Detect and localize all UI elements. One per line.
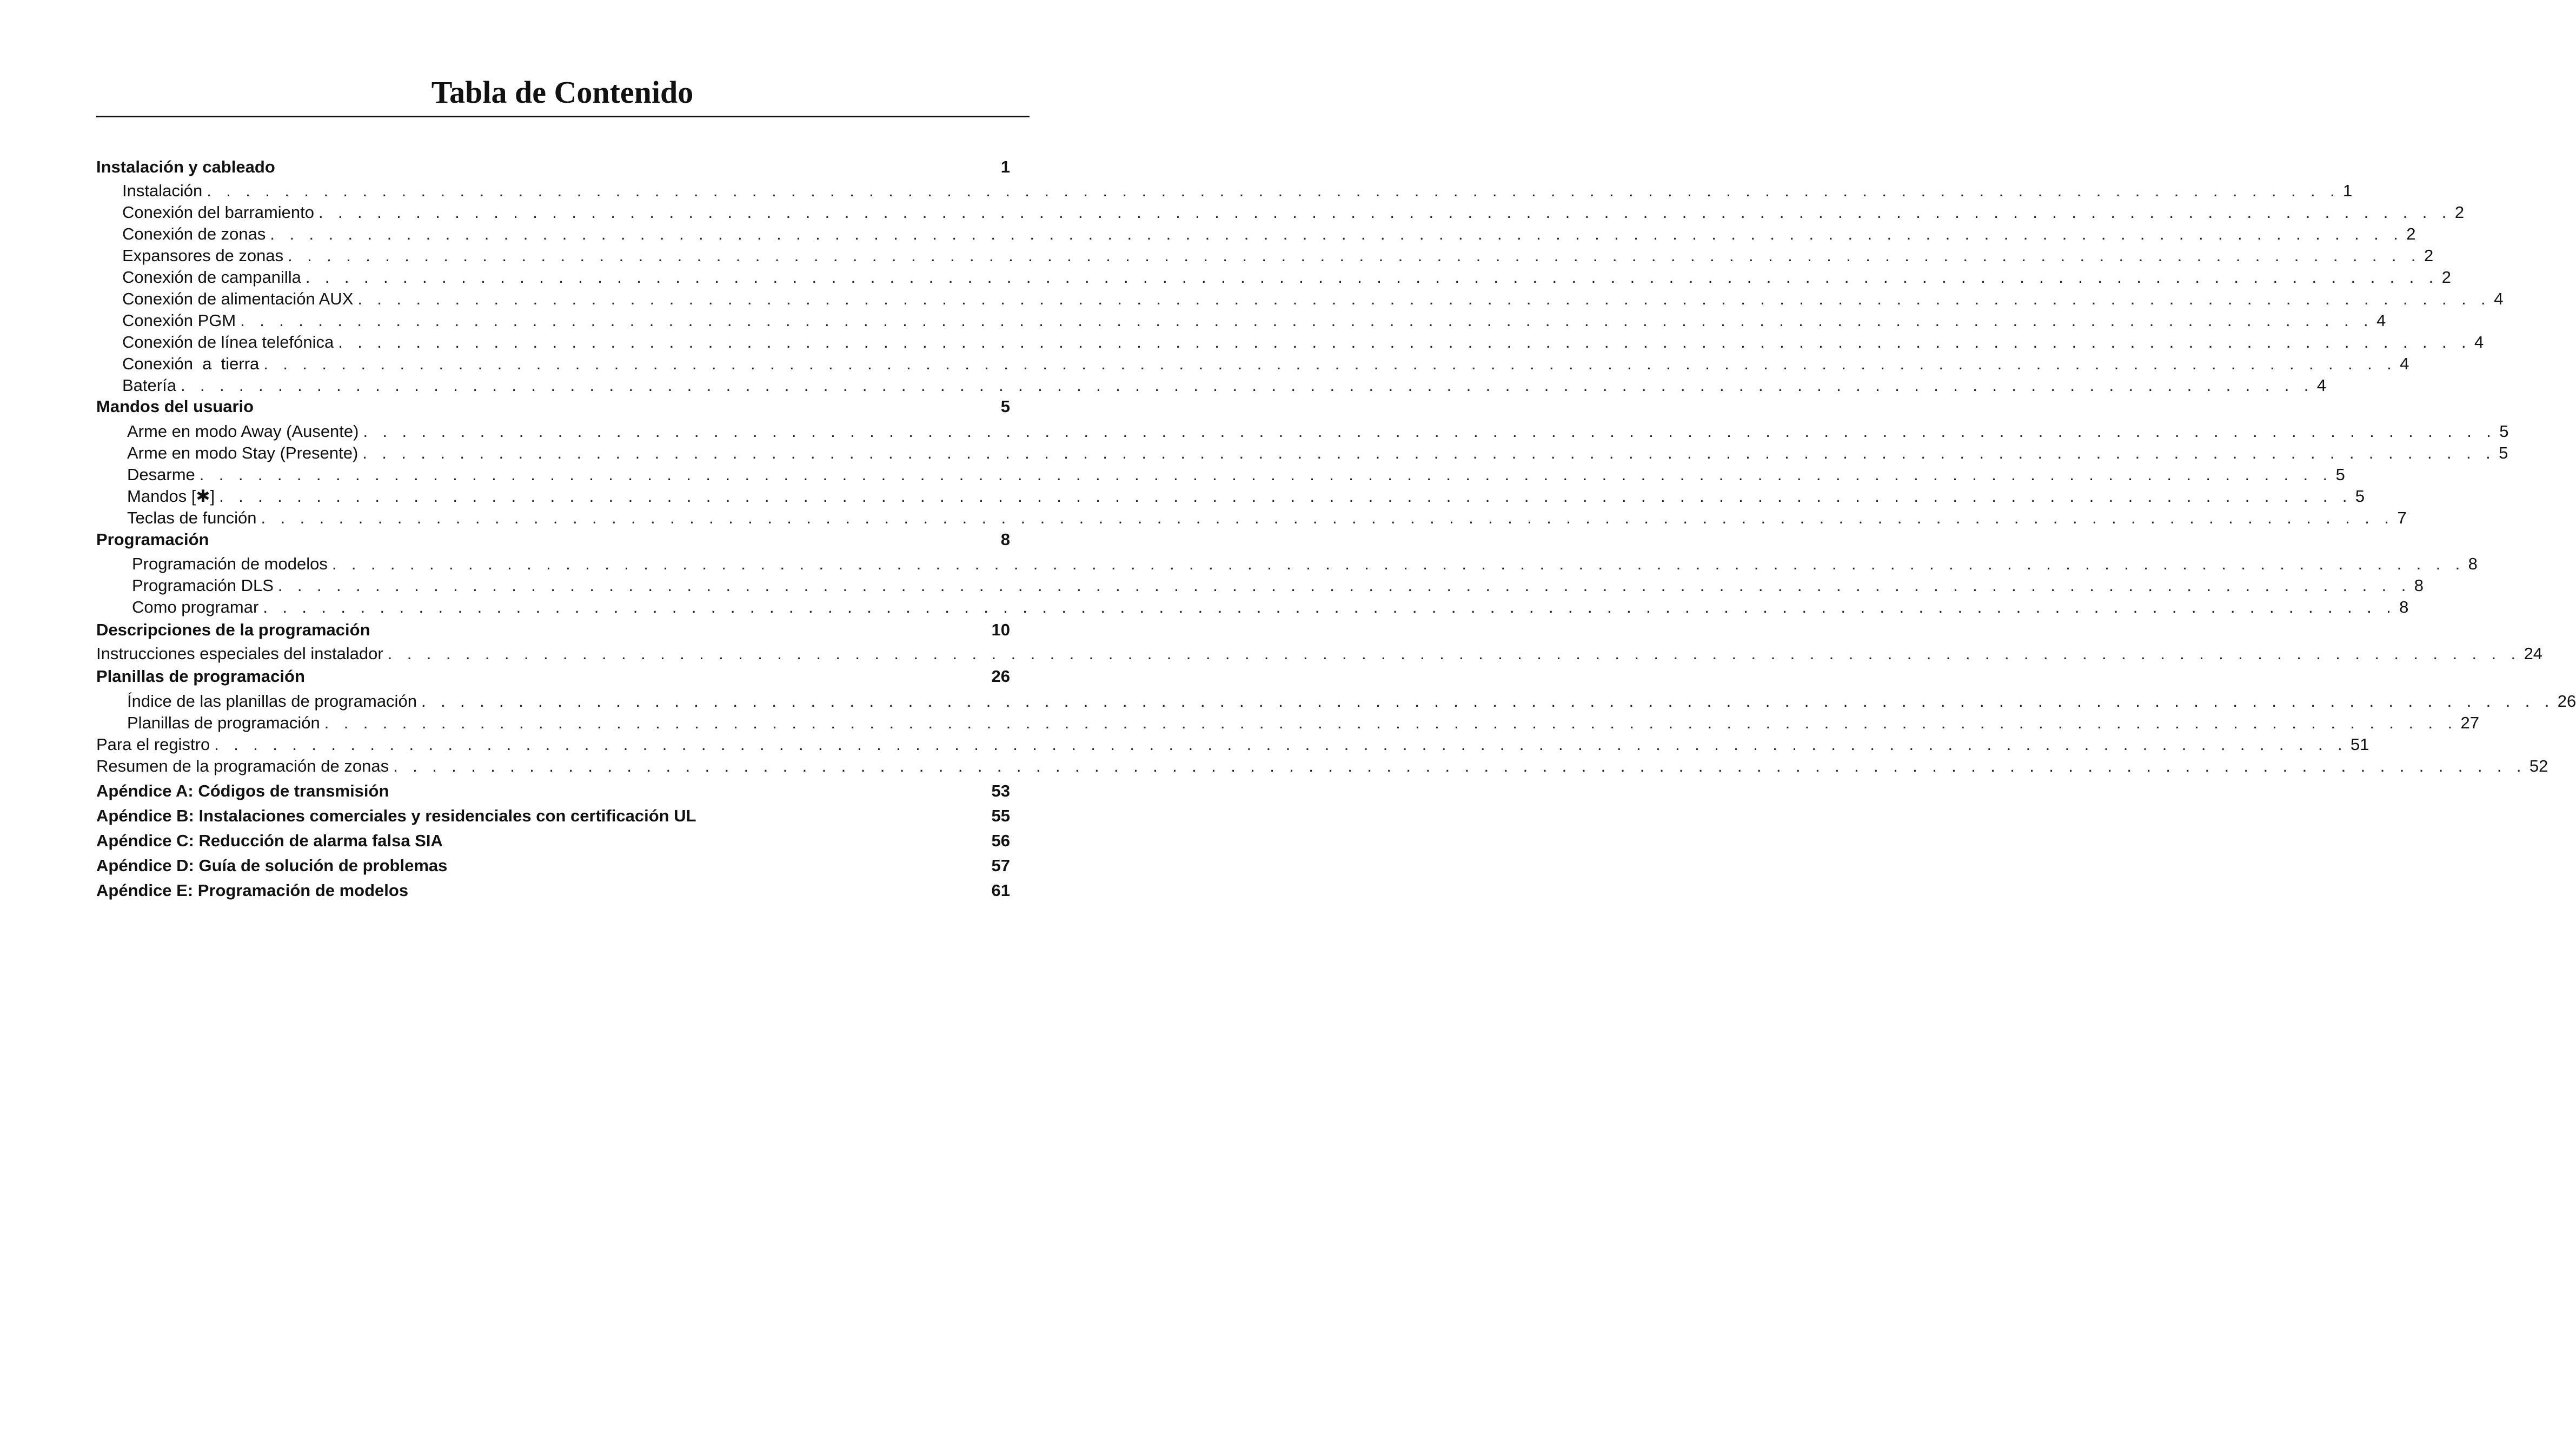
dot-leader: . . . . . . . . . . . . . . . . . . . . . . . . . . . . . . . . . . . . . . . . . . . . . . . . . . . . . . . . . . . . . . . . . . . . . . . . . . . . . . . . . . . . . . . . . . . . . . . . . . . . . . . . . . . . . . [324,713,2458,732]
toc-page-number: 2 [2424,246,2434,265]
dot-leader: . . . . . . . . . . . . . . . . . . . . . . . . . . . . . . . . . . . . . . . . . . . . . . . . . . . . . . . . . . . . . . . . . . . . . . . . . . . . . . . . . . . . . . . . . . . . . . . . . . . . . . . . . . . . . . [363,422,2497,441]
toc-page-number: 8 [1000,530,1010,549]
toc-label: Batería [122,376,176,395]
toc-entry-indice-planillas[interactable] [127,691,2576,712]
toc-page-number: 52 [2529,757,2548,775]
dot-leader: . . . . . . . . . . . . . . . . . . . . . . . . . . . . . . . . . . . . . . . . . . . . . . . . . . . . . . . . . . . . . . . . . . . . . . . . . . . . . . . . . . . . . . . . . . . . . . . . . . . . . . . . . . . . . . [393,757,2526,775]
toc-entry-teclas-funcion[interactable] [127,508,2407,528]
toc-page-number: 8 [2399,598,2409,616]
toc-page-number: 26 [2557,692,2576,711]
toc-entry-arme-away[interactable] [127,421,2509,442]
toc-entry-conexion-pgm[interactable] [122,310,2386,331]
toc-page-number: 7 [2397,508,2407,527]
toc-page-number: 56 [991,831,1010,850]
toc-entry-expansores-zonas[interactable] [122,246,2434,266]
dot-leader: . . . . . . . . . . . . . . . . . . . . . . . . . . . . . . . . . . . . . . . . . . . . . . . . . . . . . . . . . . . . . . . . . . . . . . . . . . . . . . . . . . . . . . . . . . . . . . . . . . . . . . . . . . . . . . [263,598,2396,616]
toc-label: Descripciones de la programación [96,620,370,639]
toc-heading-instalacion-cableado[interactable] [96,157,1010,177]
title-rule [96,116,1030,117]
toc-page-number: 55 [991,806,1010,825]
toc-page-number: 4 [2400,354,2409,373]
toc-page-number: 2 [2406,224,2416,243]
toc-label: Arme en modo Stay (Presente) [127,443,358,462]
dot-leader: . . . . . . . . . . . . . . . . . . . . . . . . . . . . . . . . . . . . . . . . . . . . . . . . . . . . . . . . . . . . . . . . . . . . . . . . . . . . . . . . . . . . . . . . . . . . . . . . . . . . . . . . . . . . . . [305,268,2439,287]
toc-label: Conexión del barramiento [122,203,314,222]
toc-page-number: 5 [2499,443,2508,462]
toc-page-number: 5 [2335,465,2345,484]
toc-page-number: 8 [2468,554,2478,573]
dot-leader: . . . . . . . . . . . . . . . . . . . . . . . . . . . . . . . . . . . . . . . . . . . . . . . . . . . . . . . . . . . . . . . . . . . . . . . . . . . . . . . . . . . . . . . . . . . . . . . . . . . . . . . . . . . . . . [261,508,2394,527]
toc-entry-conexion-tierra[interactable] [122,354,2409,374]
toc-label: Conexión a tierra [122,354,260,373]
toc-label: Planillas de programación [96,667,305,686]
toc-label: Apéndice E: Programación de modelos [96,881,409,900]
toc-page-number: 5 [2355,487,2365,506]
toc-entry-resumen-zonas[interactable] [96,756,2548,777]
toc-heading-descripciones-programacion[interactable] [96,620,1010,640]
toc-label: Programación de modelos [132,554,328,573]
toc-entry-conexion-alimentacion-aux[interactable] [122,289,2504,309]
toc-label: Desarme [127,465,195,484]
toc-label: Conexión de alimentación AUX [122,289,354,308]
toc-page-number: 4 [2494,289,2504,308]
dot-leader: . . . . . . . . . . . . . . . . . . . . . . . . . . . . . . . . . . . . . . . . . . . . . . . . . . . . . . . . . . . . . . . . . . . . . . . . . . . . . . . . . . . . . . . . . . . . . . . . . . . . . . . . . . . . . . [219,487,2352,506]
toc-label: Índice de las planillas de programación [127,692,417,711]
dot-leader: . . . . . . . . . . . . . . . . . . . . . . . . . . . . . . . . . . . . . . . . . . . . . . . . . . . . . . . . . . . . . . . . . . . . . . . . . . . . . . . . . . . . . . . . . . . . . . . . . . . . . . . . . . . . . . [421,692,2554,711]
toc-page-number: 10 [991,620,1010,639]
dot-leader: . . . . . . . . . . . . . . . . . . . . . . . . . . . . . . . . . . . . . . . . . . . . . . . . . . . . . . . . . . . . . . . . . . . . . . . . . . . . . . . . . . . . . . . . . . . . . . . . . . . . . . . . . . . . . . [199,465,2333,484]
toc-page-number: 2 [2441,268,2451,287]
toc-label: Instalación [122,181,203,200]
toc-entry-bateria[interactable] [122,375,2327,396]
dot-leader: . . . . . . . . . . . . . . . . . . . . . . . . . . . . . . . . . . . . . . . . . . . . . . . . . . . . . . . . . . . . . . . . . . . . . . . . . . . . . . . . . . . . . . . . . . . . . . . . . . . . . . . . . . . . . . [240,311,2374,330]
toc-entry-conexion-zonas[interactable] [122,224,2416,244]
toc-page-number: 51 [2351,735,2369,754]
dot-leader: . . . . . . . . . . . . . . . . . . . . . . . . . . . . . . . . . . . . . . . . . . . . . . . . . . . . . . . . . . . . . . . . . . . . . . . . . . . . . . . . . . . . . . . . . . . . . . . . . . . . . . . . . . . . . . [270,224,2404,243]
toc-page-number: 4 [2376,311,2386,330]
toc-page-number: 26 [991,667,1010,686]
toc-page-number: 8 [2414,576,2424,595]
toc-label: Programación DLS [132,576,274,595]
toc-page-number: 24 [2524,644,2543,663]
toc-heading-apendice-d[interactable] [96,855,1010,876]
toc-page-number: 53 [991,781,1010,800]
dot-leader: . . . . . . . . . . . . . . . . . . . . . . . . . . . . . . . . . . . . . . . . . . . . . . . . . . . . . . . . . . . . . . . . . . . . . . . . . . . . . . . . . . . . . . . . . . . . . . . . . . . . . . . . . . . . . . [180,376,2314,395]
toc-page-number: 61 [991,881,1010,900]
toc-page-number: 5 [1000,397,1010,416]
dot-leader: . . . . . . . . . . . . . . . . . . . . . . . . . . . . . . . . . . . . . . . . . . . . . . . . . . . . . . . . . . . . . . . . . . . . . . . . . . . . . . . . . . . . . . . . . . . . . . . . . . . . . . . . . . . . . . [331,554,2465,573]
toc-page-number: 27 [2460,713,2479,732]
toc-label: Apéndice C: Reducción de alarma falsa SIA [96,831,443,850]
dot-leader: . . . . . . . . . . . . . . . . . . . . . . . . . . . . . . . . . . . . . . . . . . . . . . . . . . . . . . . . . . . . . . . . . . . . . . . . . . . . . . . . . . . . . . . . . . . . . . . . . . . . . . . . . . . . . . [318,203,2452,222]
dot-leader: . . . . . . . . . . . . . . . . . . . . . . . . . . . . . . . . . . . . . . . . . . . . . . . . . . . . . . . . . . . . . . . . . . . . . . . . . . . . . . . . . . . . . . . . . . . . . . . . . . . . . . . . . . . . . . [214,735,2348,754]
dot-leader: . . . . . . . . . . . . . . . . . . . . . . . . . . . . . . . . . . . . . . . . . . . . . . . . . . . . . . . . . . . . . . . . . . . . . . . . . . . . . . . . . . . . . . . . . . . . . . . . . . . . . . . . . . . . . . [362,443,2496,462]
toc-label: Como programar [132,598,259,616]
toc-heading-mandos-usuario[interactable] [96,396,1010,417]
toc-heading-apendice-e[interactable] [96,880,1010,901]
toc-page-number: 4 [2316,376,2327,395]
toc-heading-apendice-c[interactable] [96,831,1010,851]
toc-heading-apendice-a[interactable] [96,781,1010,801]
dot-leader: . . . . . . . . . . . . . . . . . . . . . . . . . . . . . . . . . . . . . . . . . . . . . . . . . . . . . . . . . . . . . . . . . . . . . . . . . . . . . . . . . . . . . . . . . . . . . . . . . . . . . . . . . . . . . . [277,576,2411,595]
toc-page-number: 1 [2343,181,2353,200]
toc-heading-apendice-b[interactable] [96,806,1010,826]
toc-entry-conexion-barramiento[interactable] [122,202,2465,223]
toc-label: Apéndice A: Códigos de transmisión [96,781,389,800]
toc-label: Instrucciones especiales del instalador [96,644,383,663]
dot-leader: . . . . . . . . . . . . . . . . . . . . . . . . . . . . . . . . . . . . . . . . . . . . . . . . . . . . . . . . . . . . . . . . . . . . . . . . . . . . . . . . . . . . . . . . . . . . . . . . . . . . . . . . . . . . . . [288,246,2421,265]
toc-label: Conexión PGM [122,311,236,330]
toc-entry-programacion-modelos[interactable] [132,554,2478,574]
toc-page-number: 4 [2474,333,2484,351]
toc-page-number: 2 [2454,203,2465,222]
toc-label: Mandos del usuario [96,397,254,416]
toc-label: Conexión de línea telefónica [122,333,334,351]
toc-label: Mandos [✱] [127,487,215,506]
toc-page-number: 57 [991,856,1010,875]
toc-label: Para el registro [96,735,210,754]
toc-entry-mandos-asterisco[interactable] [127,486,2365,507]
toc-label: Apéndice B: Instalaciones comerciales y residenciales con certificación UL [96,806,696,825]
dot-leader: . . . . . . . . . . . . . . . . . . . . . . . . . . . . . . . . . . . . . . . . . . . . . . . . . . . . . . . . . . . . . . . . . . . . . . . . . . . . . . . . . . . . . . . . . . . . . . . . . . . . . . . . . . . . . . [263,354,2397,373]
toc-entry-conexion-campanilla[interactable] [122,267,2451,288]
toc-entry-conexion-linea-telefonica[interactable] [122,332,2484,353]
dot-leader: . . . . . . . . . . . . . . . . . . . . . . . . . . . . . . . . . . . . . . . . . . . . . . . . . . . . . . . . . . . . . . . . . . . . . . . . . . . . . . . . . . . . . . . . . . . . . . . . . . . . . . . . . . . . . . [207,181,2340,200]
toc-page-number: 1 [1000,157,1010,176]
toc-label: Planillas de programación [127,713,320,732]
toc-entry-para-el-registro[interactable] [96,734,2369,755]
toc-label: Programación [96,530,209,549]
toc-label: Arme en modo Away (Ausente) [127,422,359,441]
toc-entry-arme-stay[interactable] [127,443,2508,463]
dot-leader: . . . . . . . . . . . . . . . . . . . . . . . . . . . . . . . . . . . . . . . . . . . . . . . . . . . . . . . . . . . . . . . . . . . . . . . . . . . . . . . . . . . . . . . . . . . . . . . . . . . . . . . . . . . . . . [338,333,2472,351]
toc-label: Apéndice D: Guía de solución de problemas [96,856,448,875]
toc-entry-instalacion[interactable] [122,181,2353,201]
toc-entry-planillas-programacion[interactable] [127,713,2479,733]
toc-label: Conexión de campanilla [122,268,301,287]
toc-label: Expansores de zonas [122,246,284,265]
toc-label: Resumen de la programación de zonas [96,757,389,775]
toc-entry-programacion-dls[interactable] [132,575,2424,596]
toc-label: Teclas de función [127,508,257,527]
toc-label: Instalación y cableado [96,157,275,176]
toc-entry-desarme[interactable] [127,465,2345,485]
toc-page-number: 5 [2499,422,2509,441]
page-title: Tabla de Contenido [431,75,694,110]
toc-label: Conexión de zonas [122,224,266,243]
dot-leader: . . . . . . . . . . . . . . . . . . . . . . . . . . . . . . . . . . . . . . . . . . . . . . . . . . . . . . . . . . . . . . . . . . . . . . . . . . . . . . . . . . . . . . . . . . . . . . . . . . . . . . . . . . . . . . [387,644,2521,663]
toc-entry-instrucciones-especiales[interactable] [96,643,2543,664]
toc-heading-programacion[interactable] [96,529,1010,550]
dot-leader: . . . . . . . . . . . . . . . . . . . . . . . . . . . . . . . . . . . . . . . . . . . . . . . . . . . . . . . . . . . . . . . . . . . . . . . . . . . . . . . . . . . . . . . . . . . . . . . . . . . . . . . . . . . . . . [357,289,2491,308]
toc-heading-planillas-programacion[interactable] [96,666,1010,687]
toc-entry-como-programar[interactable] [132,597,2409,618]
